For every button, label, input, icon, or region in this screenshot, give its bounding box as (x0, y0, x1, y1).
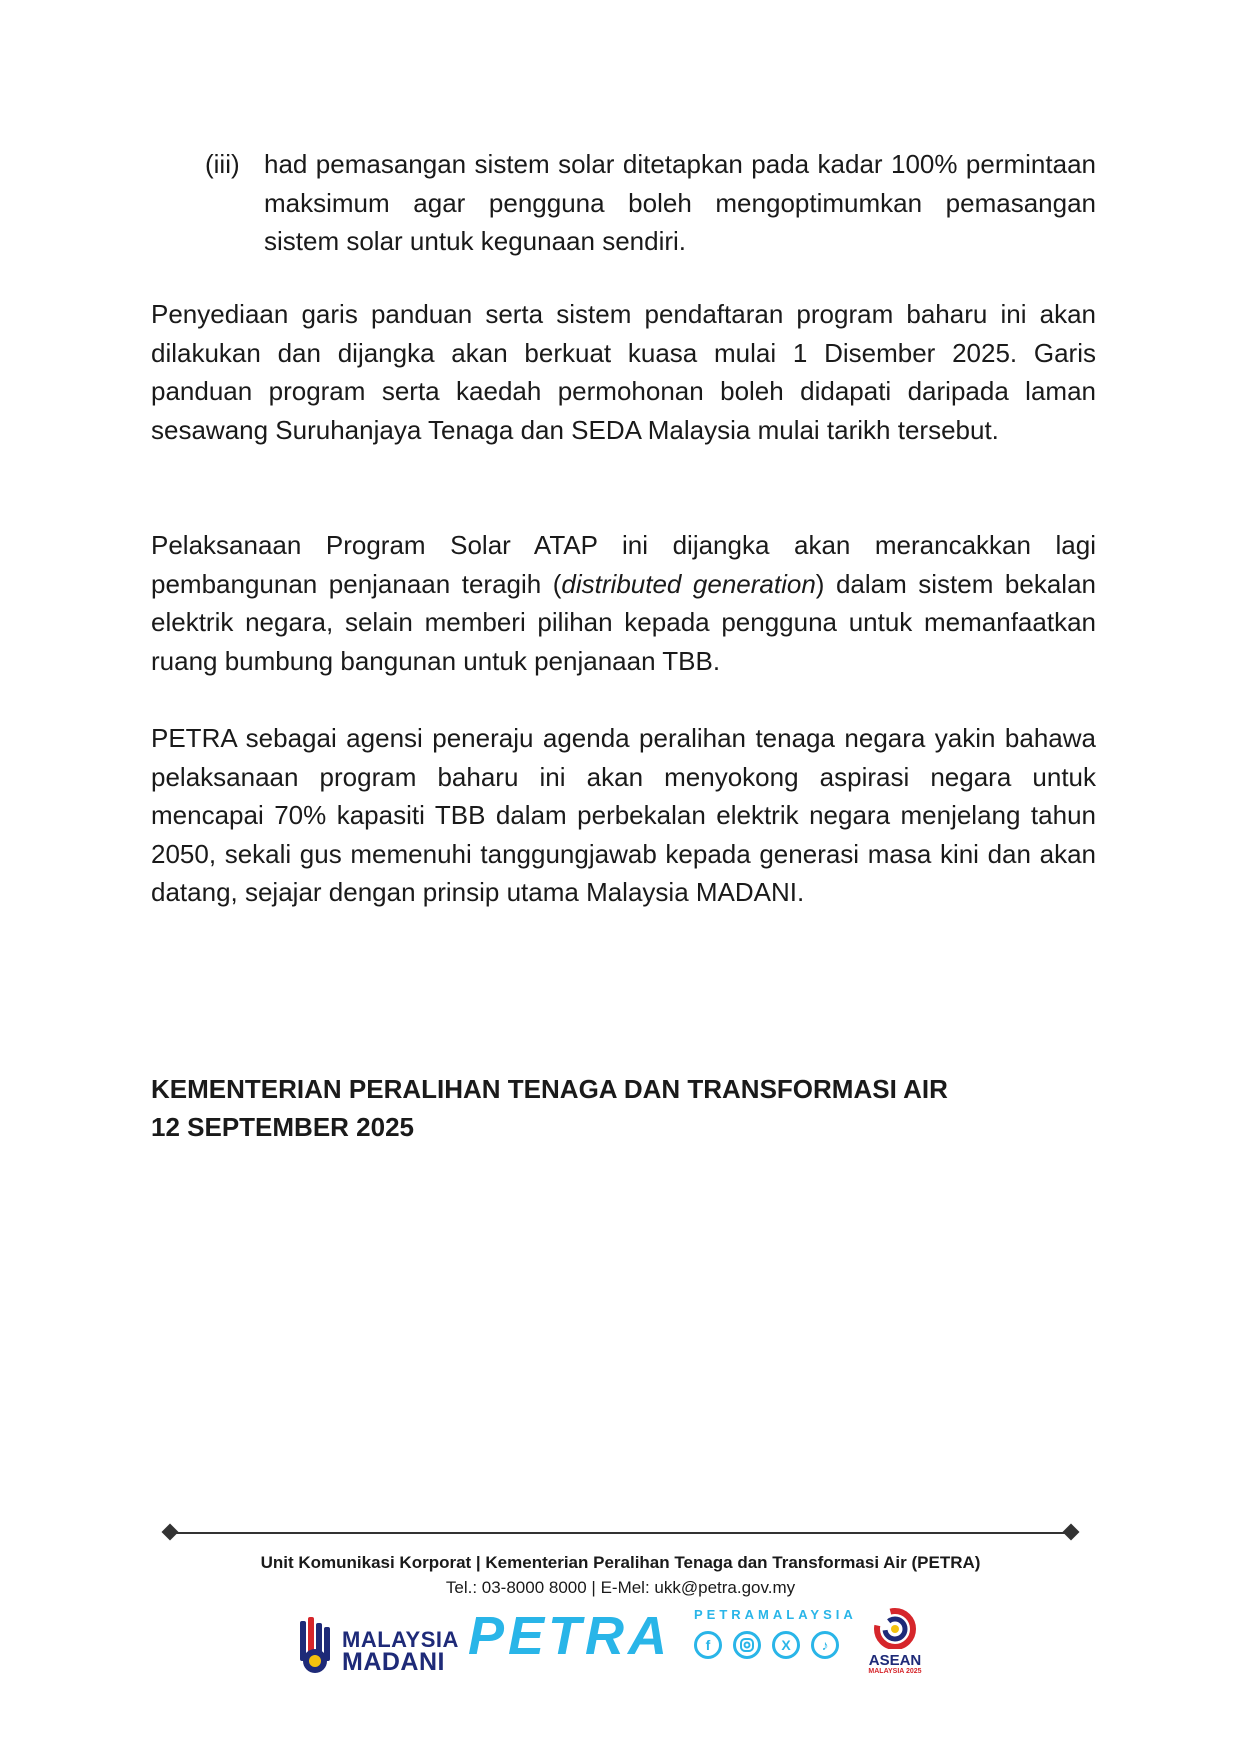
tiktok-icon[interactable]: ♪ (811, 1631, 839, 1659)
list-item-iii (151, 145, 1096, 261)
madani-line-2: MADANI (342, 1648, 445, 1676)
asean-text: ASEAN (868, 1652, 922, 1669)
madani-emblem-icon (298, 1617, 338, 1675)
paragraph-1: Penyediaan garis panduan serta sistem pendaftaran program baharu ini akan dilakukan dan dijangka akan berkuat kuasa mulai 1 Disember 2025. Garis panduan program serta kaedah permohonan boleh didapati daripada laman sesawang Suruhanjaya Tenaga dan SEDA Malaysia mulai tarikh tersebut. (151, 299, 1096, 445)
signature-ministry: KEMENTERIAN PERALIHAN TENAGA DAN TRANSFORMASI AIR (151, 1074, 948, 1104)
x-icon[interactable]: X (772, 1631, 800, 1659)
paragraph-2-end: ) dalam sistem bekalan elektrik negara, selain memberi pilihan kepada pengguna untuk memanfaatkan ruang bumbung bangunan untuk penjanaan TBB. (151, 568, 1096, 676)
paragraph-2-italic: distributed generation (561, 568, 816, 599)
madani-line-1: MALAYSIA (342, 1627, 459, 1652)
petra-logo: PETRA (468, 1606, 672, 1666)
footer-divider (164, 1532, 1077, 1534)
divider-diamond-left (162, 1524, 179, 1541)
list-number: (iii) (205, 149, 240, 179)
paragraph-3: PETRA sebagai agensi peneraju agenda peralihan tenaga negara yakin bahawa pelaksanaan program baharu ini akan menyokong aspirasi negara untuk mencapai 70% kapasiti TBB dalam perbekalan elektrik negara menjelang tahun 2050, sekali gus memenuhi tanggungjawab kepada generasi masa kini dan akan datang, sejajar dengan prinsip utama Malaysia MADANI. (151, 723, 1096, 907)
asean-emblem-icon (871, 1605, 919, 1649)
facebook-icon[interactable]: f (694, 1631, 722, 1659)
asean-2025-logo (867, 1605, 923, 1675)
footer-contact: Tel.: 03-8000 8000 | E-Mel: ukk@petra.gov.my (445, 1578, 796, 1597)
instagram-icon[interactable] (733, 1631, 761, 1659)
footer-unit: Unit Komunikasi Korporat | Kementerian Peralihan Tenaga dan Transformasi Air (PETRA) (260, 1553, 981, 1572)
signature-block (151, 1070, 948, 1146)
divider-diamond-right (1063, 1524, 1080, 1541)
paragraph-2-start: Pelaksanaan Program Solar ATAP ini dijangka akan merancakkan lagi pembangunan penjanaan teragih ( (151, 530, 1096, 599)
signature-date: 12 SEPTEMBER 2025 (151, 1112, 415, 1142)
list-text: had pemasangan sistem solar ditetapkan pada kadar 100% permintaan maksimum agar pengguna boleh mengoptimumkan pemasangan sistem solar untuk kegunaan sendiri. (264, 149, 1096, 256)
social-handle: PETRAMALAYSIA (694, 1607, 857, 1622)
asean-sub-text: MALAYSIA 2025 (868, 1668, 922, 1675)
social-block (694, 1607, 857, 1659)
footer-logos (0, 1605, 1241, 1695)
paragraph-2 (151, 526, 1096, 680)
